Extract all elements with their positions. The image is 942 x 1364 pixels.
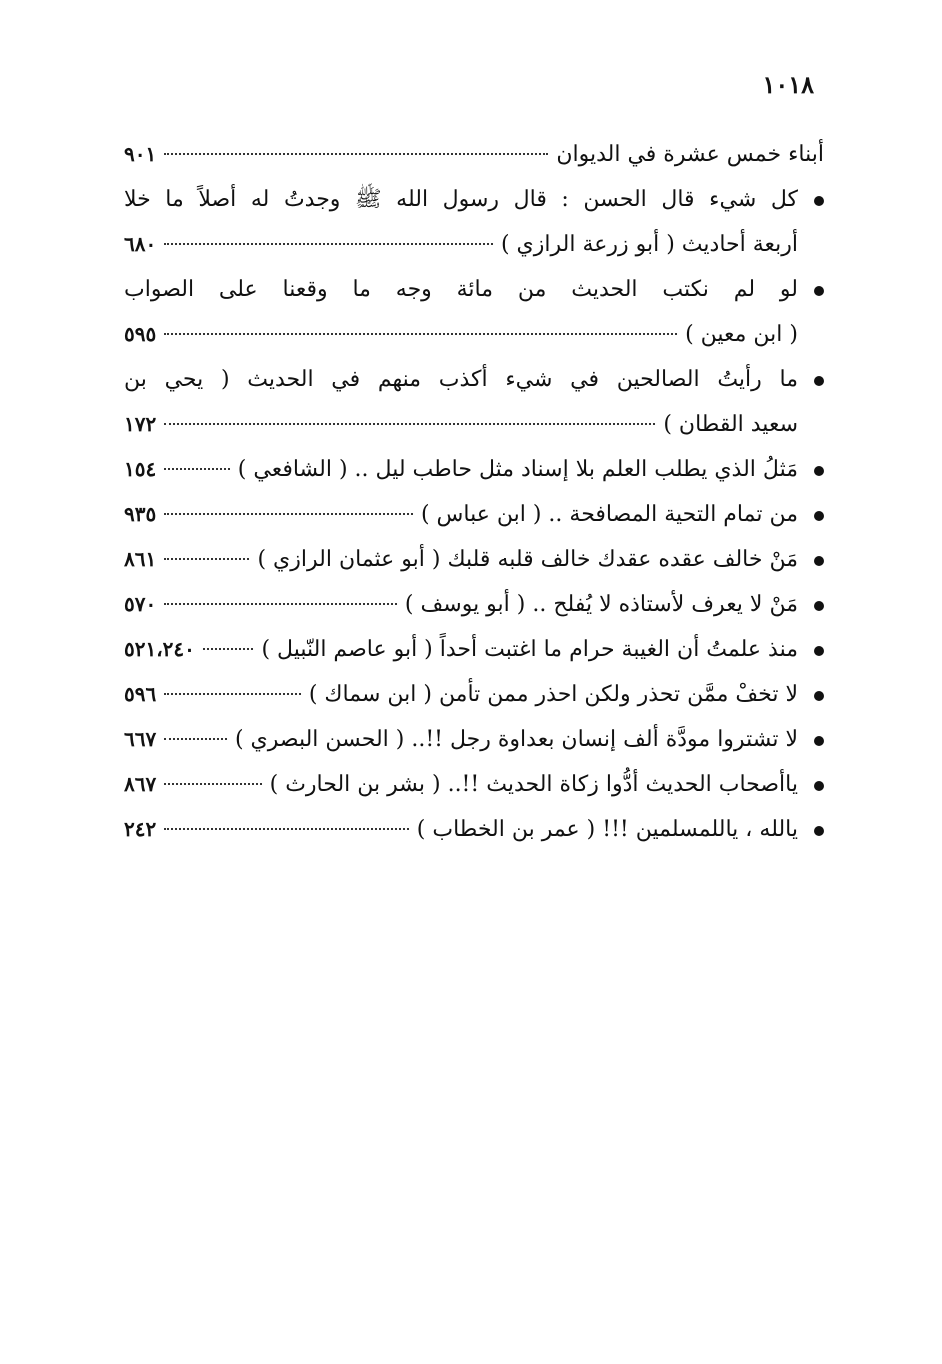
entry-last-line	[124, 132, 824, 177]
entry-text	[124, 582, 824, 627]
page-reference: ٥٢١،٢٤٠	[124, 637, 195, 661]
bullet-icon	[814, 466, 824, 476]
index-entry	[124, 357, 824, 447]
page-reference: ٨٦١	[124, 547, 157, 571]
entry-last-line	[124, 762, 798, 807]
entry-quote-text: سعيد القطان )	[663, 412, 798, 437]
index-entry	[124, 267, 824, 357]
entry-quote-text: مَنْ خالف عقده عقدك خالف قلبه قلبك ( أبو عثمان الرازي )	[257, 547, 798, 572]
index-list	[124, 132, 824, 852]
entry-quote-text: من تمام التحية المصافحة .. ( ابن عباس )	[420, 502, 798, 527]
page-reference: ٥٧٠	[124, 592, 157, 616]
bullet-icon	[814, 736, 824, 746]
index-entry	[124, 762, 824, 807]
index-entry	[124, 537, 824, 582]
entry-text	[124, 537, 824, 582]
entry-line: كل شيء قال الحسن : قال رسول الله ﷺ وجدتُ له أصلاً ما خلا	[124, 187, 798, 212]
dot-leader	[164, 333, 677, 335]
page-reference: ٥٩٦	[124, 682, 157, 706]
entry-quote-text: ياأصحاب الحديث أدُّوا زكاة الحديث !!.. ( بشر بن الحارث )	[269, 772, 798, 797]
entry-last-line	[124, 312, 798, 357]
page-reference: ٢٤٢	[124, 817, 157, 841]
index-entry	[124, 492, 824, 537]
page-reference: ٨٦٧	[124, 772, 157, 796]
dot-leader	[164, 693, 301, 695]
index-entry	[124, 627, 824, 672]
dot-leader	[164, 243, 493, 245]
page-reference: ١٥٤	[124, 457, 157, 481]
dot-leader	[164, 603, 397, 605]
page-number: ١٠١٨	[762, 70, 814, 99]
index-entry	[124, 672, 824, 717]
bullet-icon	[814, 196, 824, 206]
index-entry	[124, 177, 824, 267]
entry-text	[124, 267, 824, 357]
entry-text	[124, 357, 824, 447]
dot-leader	[164, 468, 230, 470]
page-reference: ٥٩٥	[124, 322, 157, 346]
entry-text	[124, 492, 824, 537]
entry-text	[124, 447, 824, 492]
dot-leader	[164, 828, 409, 830]
entry-text	[124, 807, 824, 852]
entry-last-line	[124, 447, 798, 492]
entry-text	[124, 627, 824, 672]
entry-text	[124, 672, 824, 717]
page-reference: ٩٠١	[124, 142, 157, 166]
entry-quote-text: ( ابن معين )	[685, 322, 798, 347]
entry-last-line	[124, 717, 798, 762]
index-entry	[124, 447, 824, 492]
entry-last-line	[124, 627, 798, 672]
entry-last-line	[124, 672, 798, 717]
entry-text	[124, 132, 824, 177]
entry-quote-text: مَنْ لا يعرف لأستاذه لا يُفلح .. ( أبو يوسف )	[404, 592, 798, 617]
entry-line: ما رأيتُ الصالحين في شيء أكذب منهم في الحديث ( يحي بن	[124, 367, 798, 392]
page-reference: ٩٣٥	[124, 502, 157, 526]
dot-leader	[203, 648, 254, 650]
entry-quote-text: مَثلُ الذي يطلب العلم بلا إسناد مثل حاطب ليل .. ( الشافعي )	[237, 457, 798, 482]
dot-leader	[164, 423, 655, 425]
entry-quote-text: منذ علمتُ أن الغيبة حرام ما اغتبت أحداً ( أبو عاصم النّبيل )	[261, 637, 798, 662]
entry-last-line	[124, 582, 798, 627]
entry-line: لو لم نكتب الحديث من مائة وجه ما وقعنا على الصواب	[124, 277, 799, 302]
bullet-icon	[814, 646, 824, 656]
bullet-icon	[814, 691, 824, 701]
entry-last-line	[124, 807, 798, 852]
index-entry	[124, 132, 824, 177]
bullet-icon	[814, 511, 824, 521]
dot-leader	[164, 558, 249, 560]
page-reference: ٦٨٠	[124, 232, 157, 256]
entry-last-line	[124, 492, 798, 537]
bullet-icon	[814, 601, 824, 611]
bullet-icon	[814, 376, 824, 386]
entry-text	[124, 762, 824, 807]
index-entry	[124, 807, 824, 852]
bullet-icon	[814, 286, 824, 296]
entry-quote-text: أربعة أحاديث ( أبو زرعة الرازي )	[500, 232, 798, 257]
entry-text	[124, 177, 824, 267]
dot-leader	[164, 153, 548, 155]
page-reference: ١٧٢	[124, 412, 157, 436]
entry-quote-text: لا تشتروا مودَّة ألف إنسان بعداوة رجل !!.. ( الحسن البصري )	[234, 727, 798, 752]
page-reference: ٦٦٧	[124, 727, 157, 751]
dot-leader	[164, 738, 227, 740]
entry-last-line	[124, 402, 798, 447]
entry-quote-text: لا تخفْ ممَّن تحذر ولكن احذر ممن تأمن ( ابن سماك )	[308, 682, 798, 707]
entry-quote-text: يالله ، ياللمسلمين !!! ( عمر بن الخطاب )	[416, 817, 798, 842]
entry-last-line	[124, 222, 798, 267]
bullet-icon	[814, 556, 824, 566]
entry-text	[124, 717, 824, 762]
dot-leader	[164, 783, 261, 785]
index-entry	[124, 582, 824, 627]
bullet-icon	[814, 781, 824, 791]
entry-quote-text: أبناء خمس عشرة في الديوان	[556, 142, 824, 167]
index-entry	[124, 717, 824, 762]
dot-leader	[164, 513, 413, 515]
bullet-icon	[814, 826, 824, 836]
entry-last-line	[124, 537, 798, 582]
